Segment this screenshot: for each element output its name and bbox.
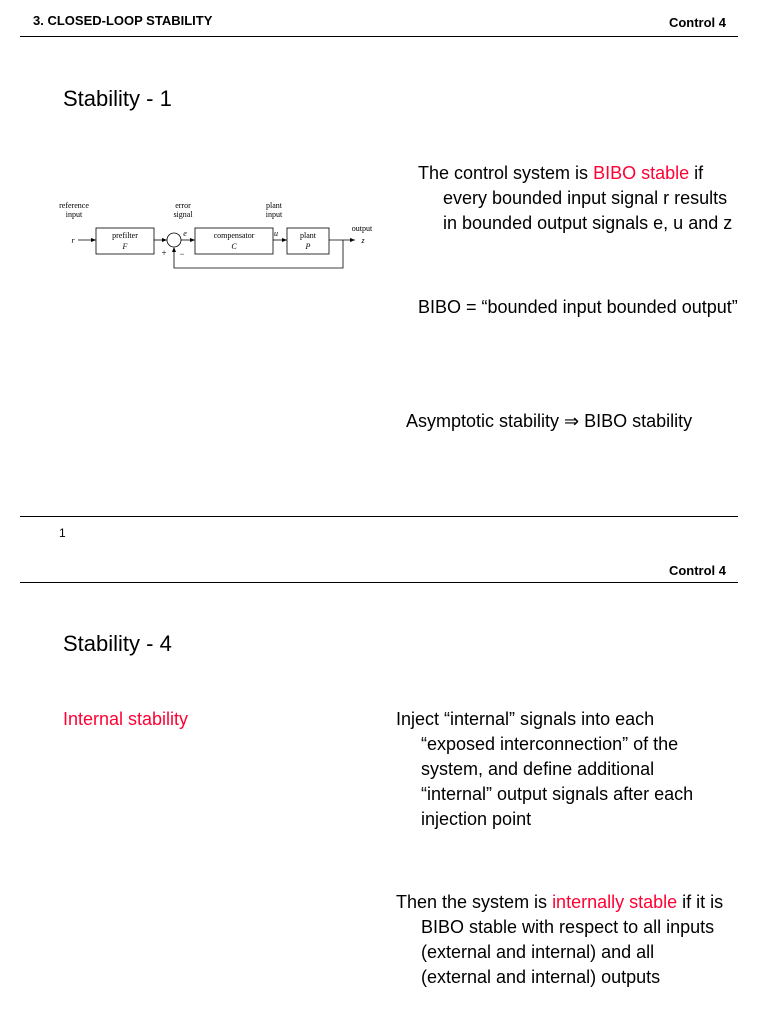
summing-junction (167, 233, 181, 247)
prefilter-name: prefilter (112, 231, 138, 240)
slide-title: Stability - 1 (63, 86, 172, 111)
arrowhead (282, 238, 287, 242)
error-label-2: signal (173, 210, 193, 219)
arrowhead (350, 238, 355, 242)
slide-title: Stability - 4 (63, 631, 172, 656)
prefilter-symbol: F (122, 242, 128, 251)
compensator-symbol: C (231, 242, 237, 251)
compensator-name: compensator (213, 231, 255, 240)
header-divider (20, 582, 738, 583)
block-diagram (50, 198, 390, 278)
bibo-definition: BIBO = “bounded input bounded output” (418, 297, 738, 317)
internal-stability-heading: Internal stability (63, 709, 189, 729)
plus-sign: + (161, 248, 167, 258)
error-label: error (175, 201, 191, 210)
arrowhead (190, 238, 195, 242)
page-number: 1 (59, 526, 66, 540)
asymptotic-stability-text: Asymptotic stability ⇒ BIBO stability (406, 411, 693, 431)
internal-stable-highlight: internally stable (552, 892, 678, 912)
plant-name: plant (300, 231, 316, 240)
course-label: Control 4 (668, 15, 726, 30)
header-divider (20, 36, 738, 37)
bibo-stable-text: The control system is BIBO stable if every bounded input signal r results in bounded output signals e, u and z (418, 163, 733, 233)
signal-r: r (71, 236, 75, 245)
inject-signals-text: Inject “internal” signals into each “exposed interconnection” of the system, and define additional “internal” output signals after each injection point (396, 709, 694, 829)
plant-input-label-2: input (265, 210, 283, 219)
internal-stable-text: Then the system is internally stable if it is BIBO stable with respect to all inputs (external and internal) and all (external and internal) outputs (396, 892, 724, 987)
minus-sign: − (179, 249, 185, 259)
signal-z: z (361, 236, 365, 245)
plant-input-label: plant (266, 201, 282, 210)
output-label: output (351, 224, 373, 233)
signal-u: u (274, 229, 278, 238)
slide-divider (20, 516, 738, 517)
reference-label: reference (59, 201, 89, 210)
arrowhead (91, 238, 96, 242)
bibo-stable-highlight: BIBO stable (593, 163, 690, 183)
arrowhead (162, 238, 167, 242)
chapter-header: 3. CLOSED-LOOP STABILITY (33, 13, 213, 28)
course-label: Control 4 (668, 563, 726, 578)
reference-label-2: input (65, 210, 83, 219)
plant-symbol: P (305, 242, 311, 251)
arrowhead (172, 247, 176, 252)
signal-e: e (183, 229, 187, 238)
